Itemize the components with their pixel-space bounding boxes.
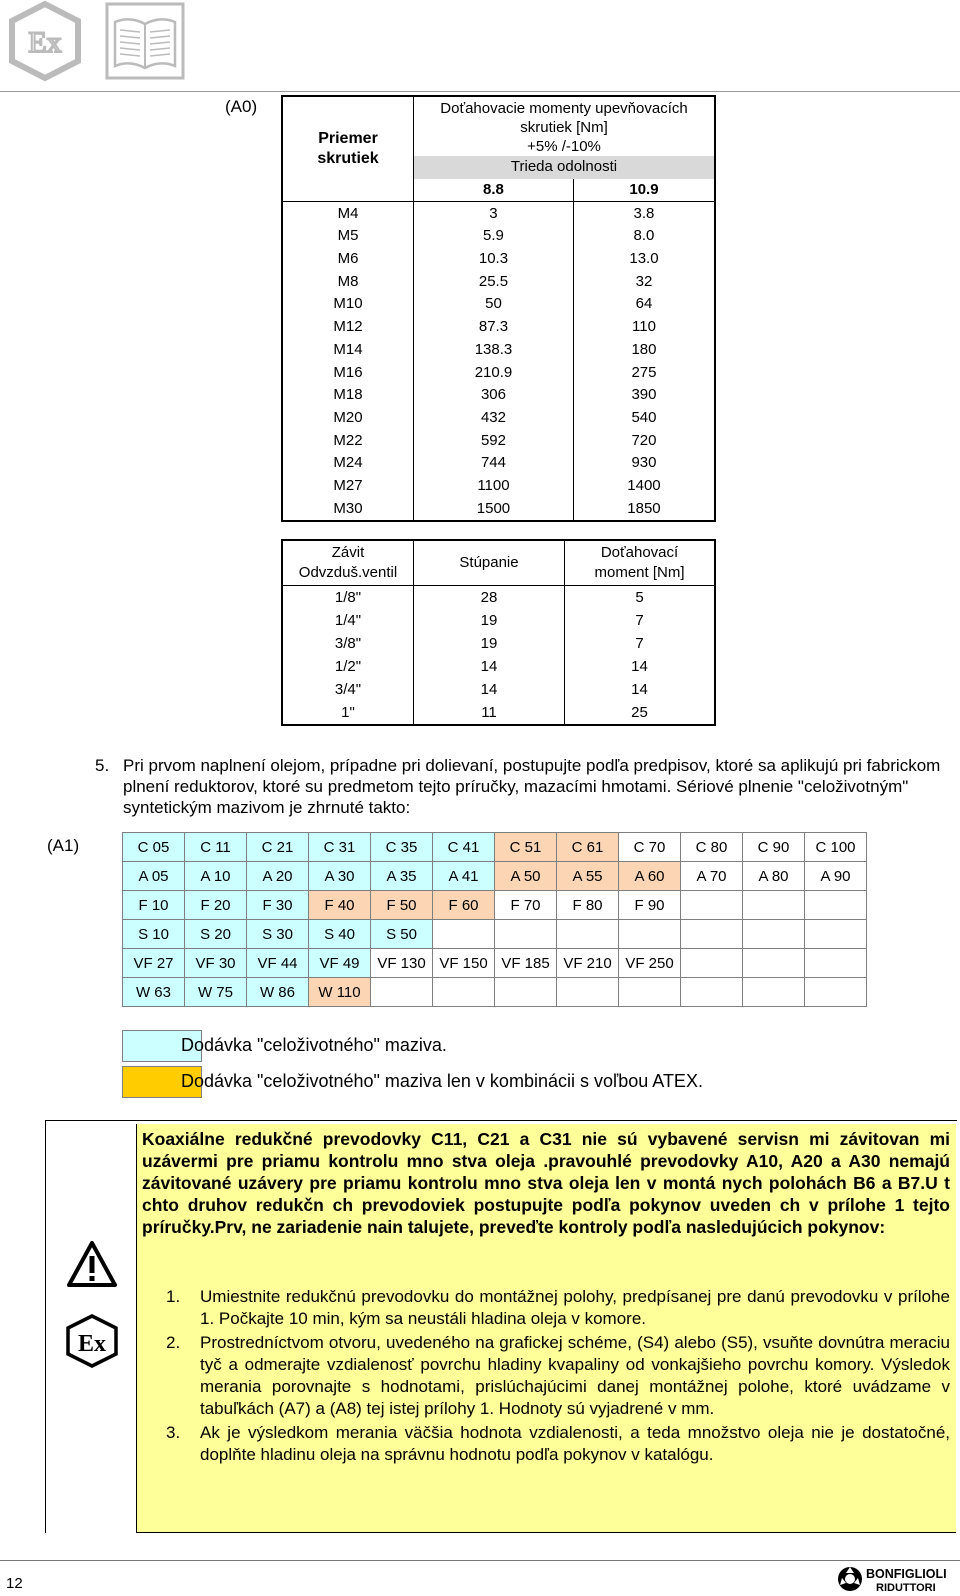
gearbox-type-cell: VF 30 xyxy=(185,949,247,978)
torque-88-cell: 138.3 xyxy=(414,339,574,362)
thread-cell: 1" xyxy=(341,703,355,721)
torque-109-cell: 275 xyxy=(573,361,714,384)
gearbox-type-cell: A 55 xyxy=(557,862,619,891)
bolt-size-cell: M4 xyxy=(283,202,414,225)
gearbox-type-cell: C 51 xyxy=(495,833,557,862)
gearbox-type-cell: C 90 xyxy=(743,833,805,862)
bolt-torque-table xyxy=(281,95,716,522)
gearbox-type-cell: C 80 xyxy=(681,833,743,862)
gearbox-type-cell: A 05 xyxy=(123,862,185,891)
torque-cell: 7 xyxy=(565,609,715,632)
gearbox-type-cell xyxy=(619,920,681,949)
grid-row xyxy=(123,862,867,891)
gearbox-type-cell: VF 210 xyxy=(557,949,619,978)
gearbox-type-cell xyxy=(743,978,805,1007)
torque-109-cell: 3.8 xyxy=(573,202,714,225)
table-row xyxy=(283,429,714,452)
bolt-size-cell: M16 xyxy=(333,363,363,381)
table-row xyxy=(283,339,714,362)
pitch-cell: 19 xyxy=(414,632,565,655)
bolt-size-cell: M27 xyxy=(333,476,363,494)
table-row xyxy=(283,361,714,384)
gearbox-type-cell: VF 130 xyxy=(371,949,433,978)
gearbox-type-cell xyxy=(743,920,805,949)
torque-109-cell: 1400 xyxy=(573,475,714,498)
gearbox-type-cell xyxy=(743,949,805,978)
gearbox-type-cell: A 20 xyxy=(247,862,309,891)
list-text: Ak je výsledkom merania väčšia hodnota vzdialenosti, a teda množstvo oleja nie je dostatočné, doplňte hladinu oleja na správnu hodnotu podľa pokynov v katalógu. xyxy=(200,1423,950,1464)
table-row xyxy=(283,609,714,632)
grid-row xyxy=(123,920,867,949)
table-row xyxy=(283,655,714,678)
torque-109-cell: 540 xyxy=(573,407,714,430)
paragraph-number: 5. xyxy=(95,756,110,775)
legend-cyan-text: Dodávka "celoživotného" maziva. xyxy=(181,1035,447,1055)
header-divider xyxy=(0,91,960,92)
table-row xyxy=(283,407,714,430)
gearbox-type-cell: A 70 xyxy=(681,862,743,891)
bolt-size-cell: M22 xyxy=(333,431,363,449)
gearbox-type-cell: F 90 xyxy=(619,891,681,920)
torque-88-cell: 3 xyxy=(414,202,574,225)
torque-109-cell: 930 xyxy=(573,452,714,475)
table-row xyxy=(283,701,714,724)
gearbox-type-cell: W 86 xyxy=(247,978,309,1007)
torque-cell: 14 xyxy=(565,655,715,678)
paragraph-text: Pri prvom naplnení olejom, prípadne pri dolievaní, postupujte podľa predpisov, ktoré sa aplikujú pri fabrickom plnení reduktorov, ktoré su predmetom tejto príručky, mazacími hmotami. Sériové plnenie "celoživotným" syntetickým mazivom je zhrnuté takto: xyxy=(123,756,941,817)
grid-row xyxy=(123,833,867,862)
gearbox-type-cell: S 50 xyxy=(371,920,433,949)
pitch-cell: 11 xyxy=(414,701,565,724)
gearbox-type-cell: A 30 xyxy=(309,862,371,891)
footer-divider xyxy=(0,1560,960,1561)
gearbox-type-cell xyxy=(371,978,433,1007)
bolt-size-cell: M14 xyxy=(333,340,363,358)
gearbox-type-cell: W 110 xyxy=(309,978,371,1007)
torque-cell: 7 xyxy=(565,632,715,655)
brand-line2: RIDUTTORI xyxy=(876,1582,936,1594)
table-row xyxy=(283,293,714,316)
torque-109-cell: 390 xyxy=(573,384,714,407)
bolt-diameter-header: Priemer skrutiek xyxy=(317,130,379,168)
gearbox-type-cell: C 35 xyxy=(371,833,433,862)
list-text: Prostredníctvom otvoru, uvedeného na grafickej schéme, (S4) alebo (S5), vsuňte dovnútra meraciu tyč a odmerajte vzdialenosť povrchu hladiny kvapaliny od vonkajšieho povrchu komory. Výsledok merania porovnajte s hodnotami, prislúchajúcimi danej montážnej polohe, ktoré uvádzame v tabuľkách (A7) a (A8) tej istej prílohy 1. Hodnoty sú vyjadrené v mm. xyxy=(200,1333,950,1418)
gearbox-type-cell: C 11 xyxy=(185,833,247,862)
table-row xyxy=(283,497,714,520)
gearbox-type-cell: C 31 xyxy=(309,833,371,862)
gearbox-type-cell xyxy=(805,920,867,949)
table-row xyxy=(283,586,714,610)
gearbox-type-cell: S 20 xyxy=(185,920,247,949)
gearbox-type-cell: VF 27 xyxy=(123,949,185,978)
bolt-size-cell: M10 xyxy=(333,295,363,313)
pitch-header: Stúpanie xyxy=(414,541,565,586)
torque-88-cell: 5.9 xyxy=(414,225,574,248)
gearbox-type-cell: F 40 xyxy=(309,891,371,920)
legend-orange-text: Dodávka "celoživotného" maziva len v kombinácii s voľbou ATEX. xyxy=(181,1071,703,1091)
bolt-size-cell: M18 xyxy=(333,386,363,404)
list-item xyxy=(142,1286,950,1330)
label-a1: (A1) xyxy=(47,836,80,855)
gearbox-type-cell xyxy=(681,891,743,920)
gearbox-type-cell xyxy=(743,891,805,920)
grid-row xyxy=(123,978,867,1007)
gearbox-type-cell: S 30 xyxy=(247,920,309,949)
list-item xyxy=(142,1422,950,1466)
gearbox-type-cell: F 20 xyxy=(185,891,247,920)
gearbox-type-cell: VF 150 xyxy=(433,949,495,978)
gearbox-type-cell xyxy=(619,978,681,1007)
torque-88-cell: 306 xyxy=(414,384,574,407)
torque-109-cell: 13.0 xyxy=(573,248,714,271)
pitch-cell: 28 xyxy=(414,586,565,610)
gearbox-type-cell xyxy=(805,978,867,1007)
thread-cell: 3/4" xyxy=(334,680,362,698)
instruction-list xyxy=(142,1286,950,1468)
table-row xyxy=(283,202,714,225)
list-number: 2. xyxy=(166,1333,181,1352)
bolt-size-cell: M24 xyxy=(333,454,363,472)
torque-88-cell: 1100 xyxy=(414,475,574,498)
list-text: Umiestnite redukčnú prevodovku do montážnej polohy, predpísanej pre danú prevodovku v prílohe 1. Počkajte 10 min, kým sa neustáli hladina oleja v komore. xyxy=(200,1287,950,1328)
bolt-size-cell: M8 xyxy=(337,272,359,290)
gearbox-type-cell: F 80 xyxy=(557,891,619,920)
gearbox-type-cell xyxy=(495,920,557,949)
torque-title: Doťahovacie momenty upevňovacích skrutiek [Nm] +5% /-10% xyxy=(414,97,715,156)
gearbox-type-cell: F 10 xyxy=(123,891,185,920)
bolt-size-cell: M12 xyxy=(333,318,363,336)
gearbox-type-cell: F 50 xyxy=(371,891,433,920)
gearbox-type-cell: C 100 xyxy=(805,833,867,862)
table-row xyxy=(283,225,714,248)
gearbox-type-cell: S 40 xyxy=(309,920,371,949)
pitch-cell: 19 xyxy=(414,609,565,632)
gearbox-type-cell: A 60 xyxy=(619,862,681,891)
table-row xyxy=(283,632,714,655)
strength-class-label: Trieda odolnosti xyxy=(414,156,715,179)
gearbox-type-cell: A 80 xyxy=(743,862,805,891)
gearbox-type-cell xyxy=(681,978,743,1007)
list-number: 1. xyxy=(166,1287,181,1306)
gearbox-type-cell: VF 49 xyxy=(309,949,371,978)
gearbox-type-cell xyxy=(433,920,495,949)
torque-88-cell: 744 xyxy=(414,452,574,475)
table-row xyxy=(283,452,714,475)
label-a0: (A0) xyxy=(225,97,258,116)
torque-cell: 14 xyxy=(565,678,715,701)
torque-cell: 5 xyxy=(565,586,715,610)
thread-cell: 1/2" xyxy=(334,657,362,675)
class-109-header: 10.9 xyxy=(573,179,714,202)
list-item xyxy=(142,1332,950,1420)
gearbox-type-cell xyxy=(681,920,743,949)
torque-cell: 25 xyxy=(565,701,715,724)
gearbox-type-cell xyxy=(557,920,619,949)
torque-88-cell: 10.3 xyxy=(414,248,574,271)
thread-cell: 1/4" xyxy=(334,611,362,629)
lubricant-grid xyxy=(122,832,867,1007)
gearbox-type-cell: F 30 xyxy=(247,891,309,920)
class-88-header: 8.8 xyxy=(414,179,574,202)
vent-thread-table xyxy=(281,539,716,726)
gearbox-type-cell: VF 44 xyxy=(247,949,309,978)
torque-109-cell: 180 xyxy=(573,339,714,362)
gearbox-type-cell: W 63 xyxy=(123,978,185,1007)
gearbox-type-cell: W 75 xyxy=(185,978,247,1007)
torque-109-cell: 8.0 xyxy=(573,225,714,248)
torque-109-cell: 1850 xyxy=(573,497,714,520)
thread-cell: 3/8" xyxy=(334,634,362,652)
warning-triangle-icon xyxy=(66,1240,118,1288)
gearbox-type-cell: S 10 xyxy=(123,920,185,949)
gearbox-type-cell xyxy=(495,978,557,1007)
svg-text:Ex: Ex xyxy=(77,1331,107,1357)
svg-text:Ex: Ex xyxy=(28,26,62,59)
torque-88-cell: 1500 xyxy=(414,497,574,520)
gearbox-type-cell: VF 185 xyxy=(495,949,557,978)
gearbox-type-cell: F 70 xyxy=(495,891,557,920)
table-row xyxy=(283,384,714,407)
torque-109-cell: 32 xyxy=(573,270,714,293)
gearbox-type-cell: VF 250 xyxy=(619,949,681,978)
gearbox-type-cell xyxy=(681,949,743,978)
gearbox-type-cell: A 90 xyxy=(805,862,867,891)
gearbox-type-cell xyxy=(805,891,867,920)
gearbox-type-cell: C 05 xyxy=(123,833,185,862)
bolt-size-cell: M20 xyxy=(333,408,363,426)
gearbox-type-cell: C 21 xyxy=(247,833,309,862)
torque-88-cell: 87.3 xyxy=(414,316,574,339)
torque-88-cell: 25.5 xyxy=(414,270,574,293)
gearbox-type-cell xyxy=(557,978,619,1007)
table-row xyxy=(283,316,714,339)
torque-88-cell: 50 xyxy=(414,293,574,316)
torque-109-cell: 64 xyxy=(573,293,714,316)
bolt-size-cell: M6 xyxy=(337,250,359,268)
bolt-size-cell: M30 xyxy=(333,499,363,517)
bolt-size-cell: M5 xyxy=(337,227,359,245)
gearbox-type-cell: A 50 xyxy=(495,862,557,891)
gearbox-type-cell: A 35 xyxy=(371,862,433,891)
thread-cell: 1/8" xyxy=(283,586,414,610)
grid-row xyxy=(123,949,867,978)
gearbox-type-cell xyxy=(805,949,867,978)
page-number: 12 xyxy=(6,1575,23,1592)
bonfiglioli-logo xyxy=(836,1563,958,1595)
gearbox-type-cell: A 10 xyxy=(185,862,247,891)
torque-88-cell: 432 xyxy=(414,407,574,430)
table-row xyxy=(283,248,714,271)
gearbox-type-cell: C 41 xyxy=(433,833,495,862)
torque-header: Doťahovací moment [Nm] xyxy=(565,541,715,586)
torque-109-cell: 110 xyxy=(573,316,714,339)
warning-bold-text: Koaxiálne redukčné prevodovky C11, C21 a C31 nie sú vybavené servisn mi závitovan mi uzávermi pre priamu kontrolu mno stva oleja .pravouhlé prevodovky A10, A20 a A30 nemajú závitované uzávery pre priamu kontrolu mno stva oleja len v montá nych polohách B6 a B7.U t chto druhov redukčn ch prevodoviek postupujte podľa pokynov uveden ch v prílohe 1 tejto príručky.Prv, ne zariadenie nain talujete, preveďte kontroly podľa nasledujúcich pokynov: xyxy=(142,1129,950,1237)
ex-atex-icon xyxy=(64,1313,120,1369)
table-row xyxy=(283,270,714,293)
gearbox-type-cell: C 61 xyxy=(557,833,619,862)
pitch-cell: 14 xyxy=(414,655,565,678)
table-row xyxy=(283,678,714,701)
gearbox-type-cell: A 41 xyxy=(433,862,495,891)
grid-row xyxy=(123,891,867,920)
brand-line1: BONFIGLIOLI xyxy=(866,1567,947,1581)
manual-book-icon xyxy=(105,2,185,80)
torque-88-cell: 592 xyxy=(414,429,574,452)
pitch-cell: 14 xyxy=(414,678,565,701)
torque-109-cell: 720 xyxy=(573,429,714,452)
ex-logo-icon xyxy=(6,0,84,82)
thread-header: Závit Odvzduš.ventil xyxy=(298,544,398,581)
torque-88-cell: 210.9 xyxy=(414,361,574,384)
list-number: 3. xyxy=(166,1423,181,1442)
gearbox-type-cell: F 60 xyxy=(433,891,495,920)
table-row xyxy=(283,475,714,498)
gearbox-type-cell xyxy=(433,978,495,1007)
gearbox-type-cell: C 70 xyxy=(619,833,681,862)
